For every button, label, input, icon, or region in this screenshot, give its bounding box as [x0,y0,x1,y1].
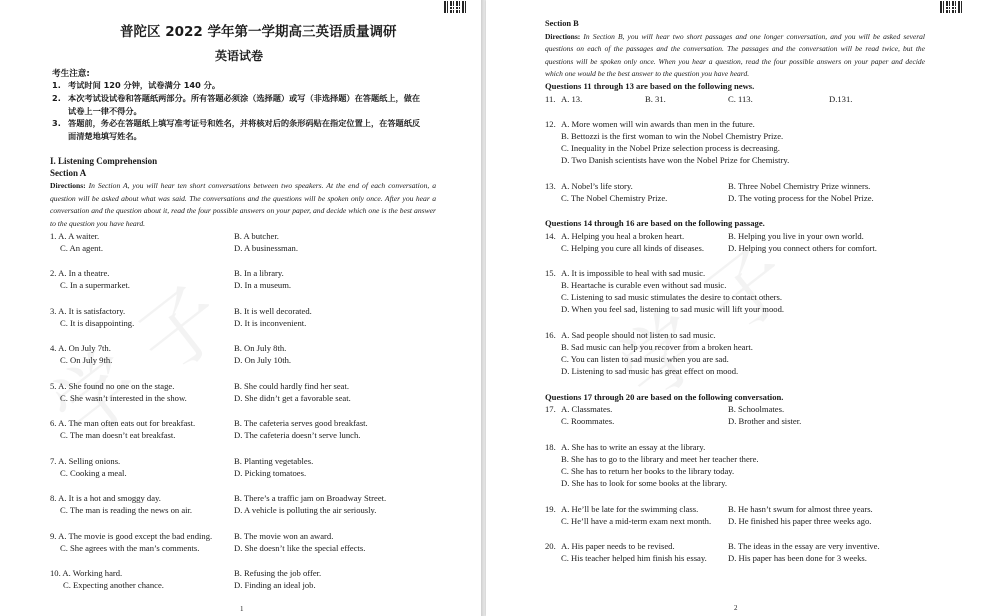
option-b: B. Refusing the job offer. [234,568,322,578]
directions-text: In Section B, you will hear two short passages and one longer conversation, and you will be asked several questions on each of the passages and the conversation. The passages and the conversation will be read twice, but the questions will be spoken only once. When you hear a question, read the four possible answers on your paper and decide which one would be the best answer to the question you have heard. [545,32,926,78]
option-d: D. She didn’t get a favorable seat. [234,393,351,403]
section-heading: Section B [545,19,579,28]
option-d: D. Picking tomatoes. [234,468,307,478]
exam-subtitle: 英语试卷 [215,49,264,63]
option-c: C. His teacher helped him finish his essay. [561,553,707,563]
option-d: D. On July 10th. [234,355,292,365]
option-b: B. A butcher. [234,231,279,241]
note-number: 2. [52,93,61,103]
option-d: D. In a museum. [234,280,292,290]
option-b: B. She has to go to the library and meet her teacher there. [561,454,759,464]
option-c: C. She has to return her books to the library today. [561,466,735,476]
section-heading: Section A [50,168,87,178]
question-group-heading: Questions 11 through 13 are based on the following news. [545,81,755,91]
option-a: 6. A. The man often eats out for breakfast. [50,418,196,428]
option-d: D. A vehicle is polluting the air seriously. [234,505,377,515]
option-c: C. Cooking a meal. [60,468,127,478]
option-b: B. In a library. [234,268,284,278]
option-d: D.131. [829,94,853,104]
option-a: 5. A. She found no one on the stage. [50,381,175,391]
option-b: B. It is well decorated. [234,306,312,316]
note-text-continued: 面清楚地填写姓名。 [68,131,142,141]
question-group-heading: Questions 17 through 20 are based on the following conversation. [545,392,784,402]
question-group-heading: Questions 14 through 16 are based on the following passage. [545,218,765,228]
option-d: D. She doesn’t like the special effects. [234,543,366,553]
option-b: B. He hasn’t swum for almost three years. [728,504,873,514]
option-b: B. She could hardly find her seat. [234,381,350,391]
option-c: C. In a supermarket. [60,280,130,290]
option-b: B. The movie won an award. [234,531,334,541]
option-c: C. Helping you cure all kinds of diseases. [561,243,704,253]
option-b: B. The cafeteria serves good breakfast. [234,418,368,428]
option-b: B. Planting vegetables. [234,456,314,466]
option-a: A. 13. [561,94,583,104]
option-a: 1. A. A waiter. [50,231,100,241]
question-number: 17. [545,404,556,414]
option-d: D. It is inconvenient. [234,318,307,328]
question-number: 12. [545,119,556,129]
option-a: A. More women will win awards than men in the future. [561,119,755,129]
option-d: D. He finished his paper three weeks ago. [728,516,872,526]
option-a: 3. A. It is satisfactory. [50,306,126,316]
option-a: A. Helping you heal a broken heart. [561,231,685,241]
question-number: 14. [545,231,556,241]
option-d: D. Finding an ideal job. [234,580,316,590]
option-b: B. Three Nobel Chemistry Prize winners. [728,181,871,191]
option-a: A. Classmates. [561,404,613,414]
option-b: B. Helping you live in your own world. [728,231,864,241]
notes-heading: 考生注意: [52,69,90,79]
option-b: B. Schoolmates. [728,404,785,414]
option-d: D. Listening to sad music has great effect on mood. [561,366,739,376]
note-text: 本次考试设试卷和答题纸两部分。所有答题必须涂（选择题）或写（非选择题）在答题纸上，做在 [68,93,421,103]
option-c: C. She agrees with the man’s comments. [60,543,200,553]
option-a: 7. A. Selling onions. [50,456,121,466]
option-c: C. The man doesn’t eat breakfast. [60,430,176,440]
question-number: 15. [545,268,556,278]
question-number: 16. [545,330,556,340]
option-a: A. Sad people should not listen to sad music. [561,330,716,340]
qr-code-icon [444,1,466,13]
option-c: C. Roommates. [561,416,615,426]
option-d: D. When you feel sad, listening to sad music will lift your mood. [561,304,785,314]
option-c: C. It is disappointing. [60,318,135,328]
question-number: 13. [545,181,556,191]
option-d: D. She has to look for some books at the library. [561,478,728,488]
option-a: 9. A. The movie is good except the bad ending. [50,531,213,541]
option-b: B. The ideas in the essay are very inventive. [728,541,880,551]
question-number: 20. [545,541,556,551]
question-number: 18. [545,442,556,452]
note-text: 考试时间 120 分钟，试卷满分 140 分。 [68,80,221,90]
note-text-continued: 试卷上一律不得分。 [68,106,142,116]
option-c: C. 113. [728,94,753,104]
option-a: A. He’ll be late for the swimming class. [561,504,699,514]
option-c: C. Inequality in the Nobel Prize selection process is decreasing. [561,143,780,153]
option-d: D. His paper has been done for 3 weeks. [728,553,867,563]
option-b: B. Heartache is curable even without sad music. [561,280,727,290]
qr-code-icon [940,1,962,13]
option-c: C. You can listen to sad music when you are sad. [561,354,729,364]
note-number: 3. [52,118,61,128]
exam-page-2 [486,0,1004,616]
page-number: 2 [734,604,738,612]
option-d: D. Brother and sister. [728,416,802,426]
option-d: D. The cafeteria doesn’t serve lunch. [234,430,361,440]
option-d: D. The voting process for the Nobel Prize. [728,193,874,203]
part-heading: I. Listening Comprehension [50,156,158,166]
option-d: D. A businessman. [234,243,298,253]
option-c: C. Listening to sad music stimulates the desire to contact others. [561,292,783,302]
exam-page-1 [0,0,481,616]
option-d: D. Two Danish scientists have won the Nobel Prize for Chemistry. [561,155,790,165]
option-c: C. Expecting another chance. [63,580,164,590]
option-b: B. 31. [645,94,666,104]
option-b: B. Sad music can help you recover from a broken heart. [561,342,753,352]
directions-label: Directions: [545,32,581,41]
directions [50,180,436,230]
option-b: B. On July 8th. [234,343,287,353]
option-c: C. On July 9th. [60,355,113,365]
question-number: 11. [545,94,556,104]
option-c: C. He’ll have a mid-term exam next month. [561,516,712,526]
option-a: 10. A. Working hard. [50,568,123,578]
option-b: B. Bettozzi is the first woman to win the Nobel Chemistry Prize. [561,131,784,141]
page-number: 1 [240,605,244,613]
note-text: 答题前，务必在答题纸上填写准考证号和姓名，并将核对后的条形码贴在指定位置上，在答题纸反 [68,118,421,128]
question-number: 19. [545,504,556,514]
exam-title: 普陀区 2022 学年第一学期高三英语质量调研 [120,24,397,40]
option-b: B. There’s a traffic jam on Broadway Street. [234,493,387,503]
option-c: C. An agent. [60,243,103,253]
directions-label: Directions: [50,181,86,190]
note-number: 1. [52,80,61,90]
option-a: A. Nobel’s life story. [561,181,633,191]
option-a: 4. A. On July 7th. [50,343,111,353]
option-c: C. The Nobel Chemistry Prize. [561,193,668,203]
option-d: D. Helping you connect others for comfort. [728,243,877,253]
option-a: A. It is impossible to heal with sad music. [561,268,706,278]
option-c: C. She wasn’t interested in the show. [60,393,187,403]
option-a: 2. A. In a theatre. [50,268,110,278]
option-c: C. The man is reading the news on air. [60,505,193,515]
option-a: 8. A. It is a hot and smoggy day. [50,493,161,503]
directions [545,31,925,80]
directions-text: In Section A, you will hear ten short conversations between two speakers. At the end of each conversation, a question will be asked about what was said. The conversations and the questions will be spoken only once. After you hear a conversation and the question about it, read the four possible answers on your paper, and decide which one is the best answer to the question you have heard. [50,181,436,228]
option-a: A. She has to write an essay at the library. [561,442,706,452]
option-a: A. His paper needs to be revised. [561,541,675,551]
